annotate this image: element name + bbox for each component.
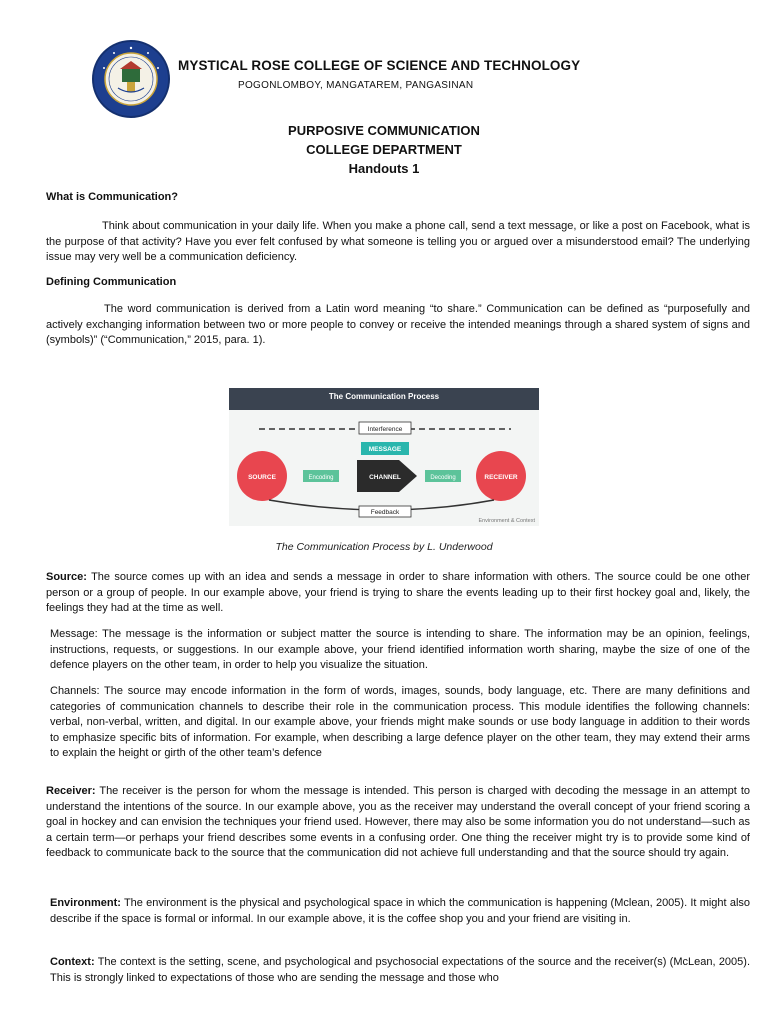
message-label: MESSAGE [368,446,402,453]
paragraph-message [46,627,750,674]
paragraph-environment [46,896,750,927]
receiver-label: RECEIVER [484,474,518,481]
school-name: MYSTICAL ROSE COLLEGE OF SCIENCE AND TECHNOLOGY [178,58,581,73]
course-title: PURPOSIVE COMMUNICATION [288,123,480,138]
term-channels: Channels: [50,685,100,697]
term-receiver: Receiver: [46,785,96,797]
source-label: SOURCE [248,474,276,481]
interference-label: Interference [367,426,403,433]
body-context: The context is the setting, scene, and psychological and psychosocial expectations of the source and the receiver(s) (McLean, 2005). This is strongly linked to expectations of those who are sending the message and those who [50,956,750,984]
body-environment: The environment is the physical and psychological space in which the communication is happening (Mclean, 2005). It might also describe if the space is formal or informal. In our example above, it is the coffee shop you and your friend are visiting in. [50,897,751,925]
section-heading-defining: Defining Communication [46,276,177,288]
section-heading-what: What is Communication? [46,191,178,203]
term-source: Source: [46,571,87,583]
communication-process-figure [229,388,539,526]
paragraph-receiver [46,784,750,862]
paragraph-source [46,570,750,617]
paragraph-channels [46,684,750,762]
encoding-label: Encoding [308,475,334,481]
paragraph-defining: The word communication is derived from a Latin word meaning “to share.” Communication can be defined as “purposefully and actively exchanging information between two or more people to convey or receive the intended meanings through a shared system of signs and (symbols)” (“Communication,” 2015, para. 1). [46,303,750,347]
environment-label: Environment & Context [478,518,535,524]
body-channels: The source may encode information in the form of words, images, sounds, body language, etc. There are many definitions and categories of communication channels to describe their role in the communication process. This module identifies the following channels: verbal, non-verbal, written, and digital. In our example above, your friends might make sounds or use body language in addition to their words to emphasize specific bits of information. For example, when describing a large defence player on the other team, they may extend their arms to explain the height or girth of the other team’s defence [50,685,751,760]
feedback-label: Feedback [370,509,400,516]
body-message: The message is the information or subject matter the source is intending to share. The information may be an opinion, feelings, instructions, requests, or suggestions. In our example above, your friend identified information worth sharing, maybe the size of one of the defence players on the other team, in order to help you visualize the situation. [50,628,750,672]
school-address: POGONLOMBOY, MANGATAREM, PANGASINAN [238,80,474,91]
college-seal-logo [92,40,170,118]
term-message: Message: [50,628,98,640]
term-context: Context: [50,956,95,968]
document-titles [0,121,768,178]
process-diagram [229,388,539,526]
body-source: The source comes up with an idea and sends a message in order to share information with others. The source could be one other person or a group of people. In our example above, your friend is trying to share the events leading up to their first hockey goal and, likely, the feelings they had at the time as well. [46,571,750,615]
handout-title: Handouts 1 [348,161,420,176]
decoding-label: Decoding [430,475,456,481]
figure-title: The Communication Process [328,392,440,401]
department-title: COLLEGE DEPARTMENT [306,142,462,157]
channel-label: CHANNEL [369,474,401,481]
paragraph-context [46,955,750,989]
paragraph-what: Think about communication in your daily life. When you make a phone call, send a text message, or like a post on Facebook, what is the purpose of that activity? Have you ever felt confused by what someone is telling you or argued over a misunderstood email? The underlying issue may very well be a communication deficiency. [46,220,750,264]
body-receiver: The receiver is the person for whom the message is intended. This person is charged with decoding the message in an attempt to understand the intentions of the source. In our example above, you as the receiver may understand the overall concept of your friend scoring a goal in hockey and can envision the techniques your friend used. However, there may also be some information you do not understand—such as a certain term—or perhaps your friend describes some events in a confusing order. One thing the receiver might try is to provide some kind of feedback to communicate back to the source that the communication did not achieve full understanding and that the source should try again. [46,785,751,860]
figure-caption: The Communication Process by L. Underwood [275,541,493,553]
term-environment: Environment: [50,897,121,909]
